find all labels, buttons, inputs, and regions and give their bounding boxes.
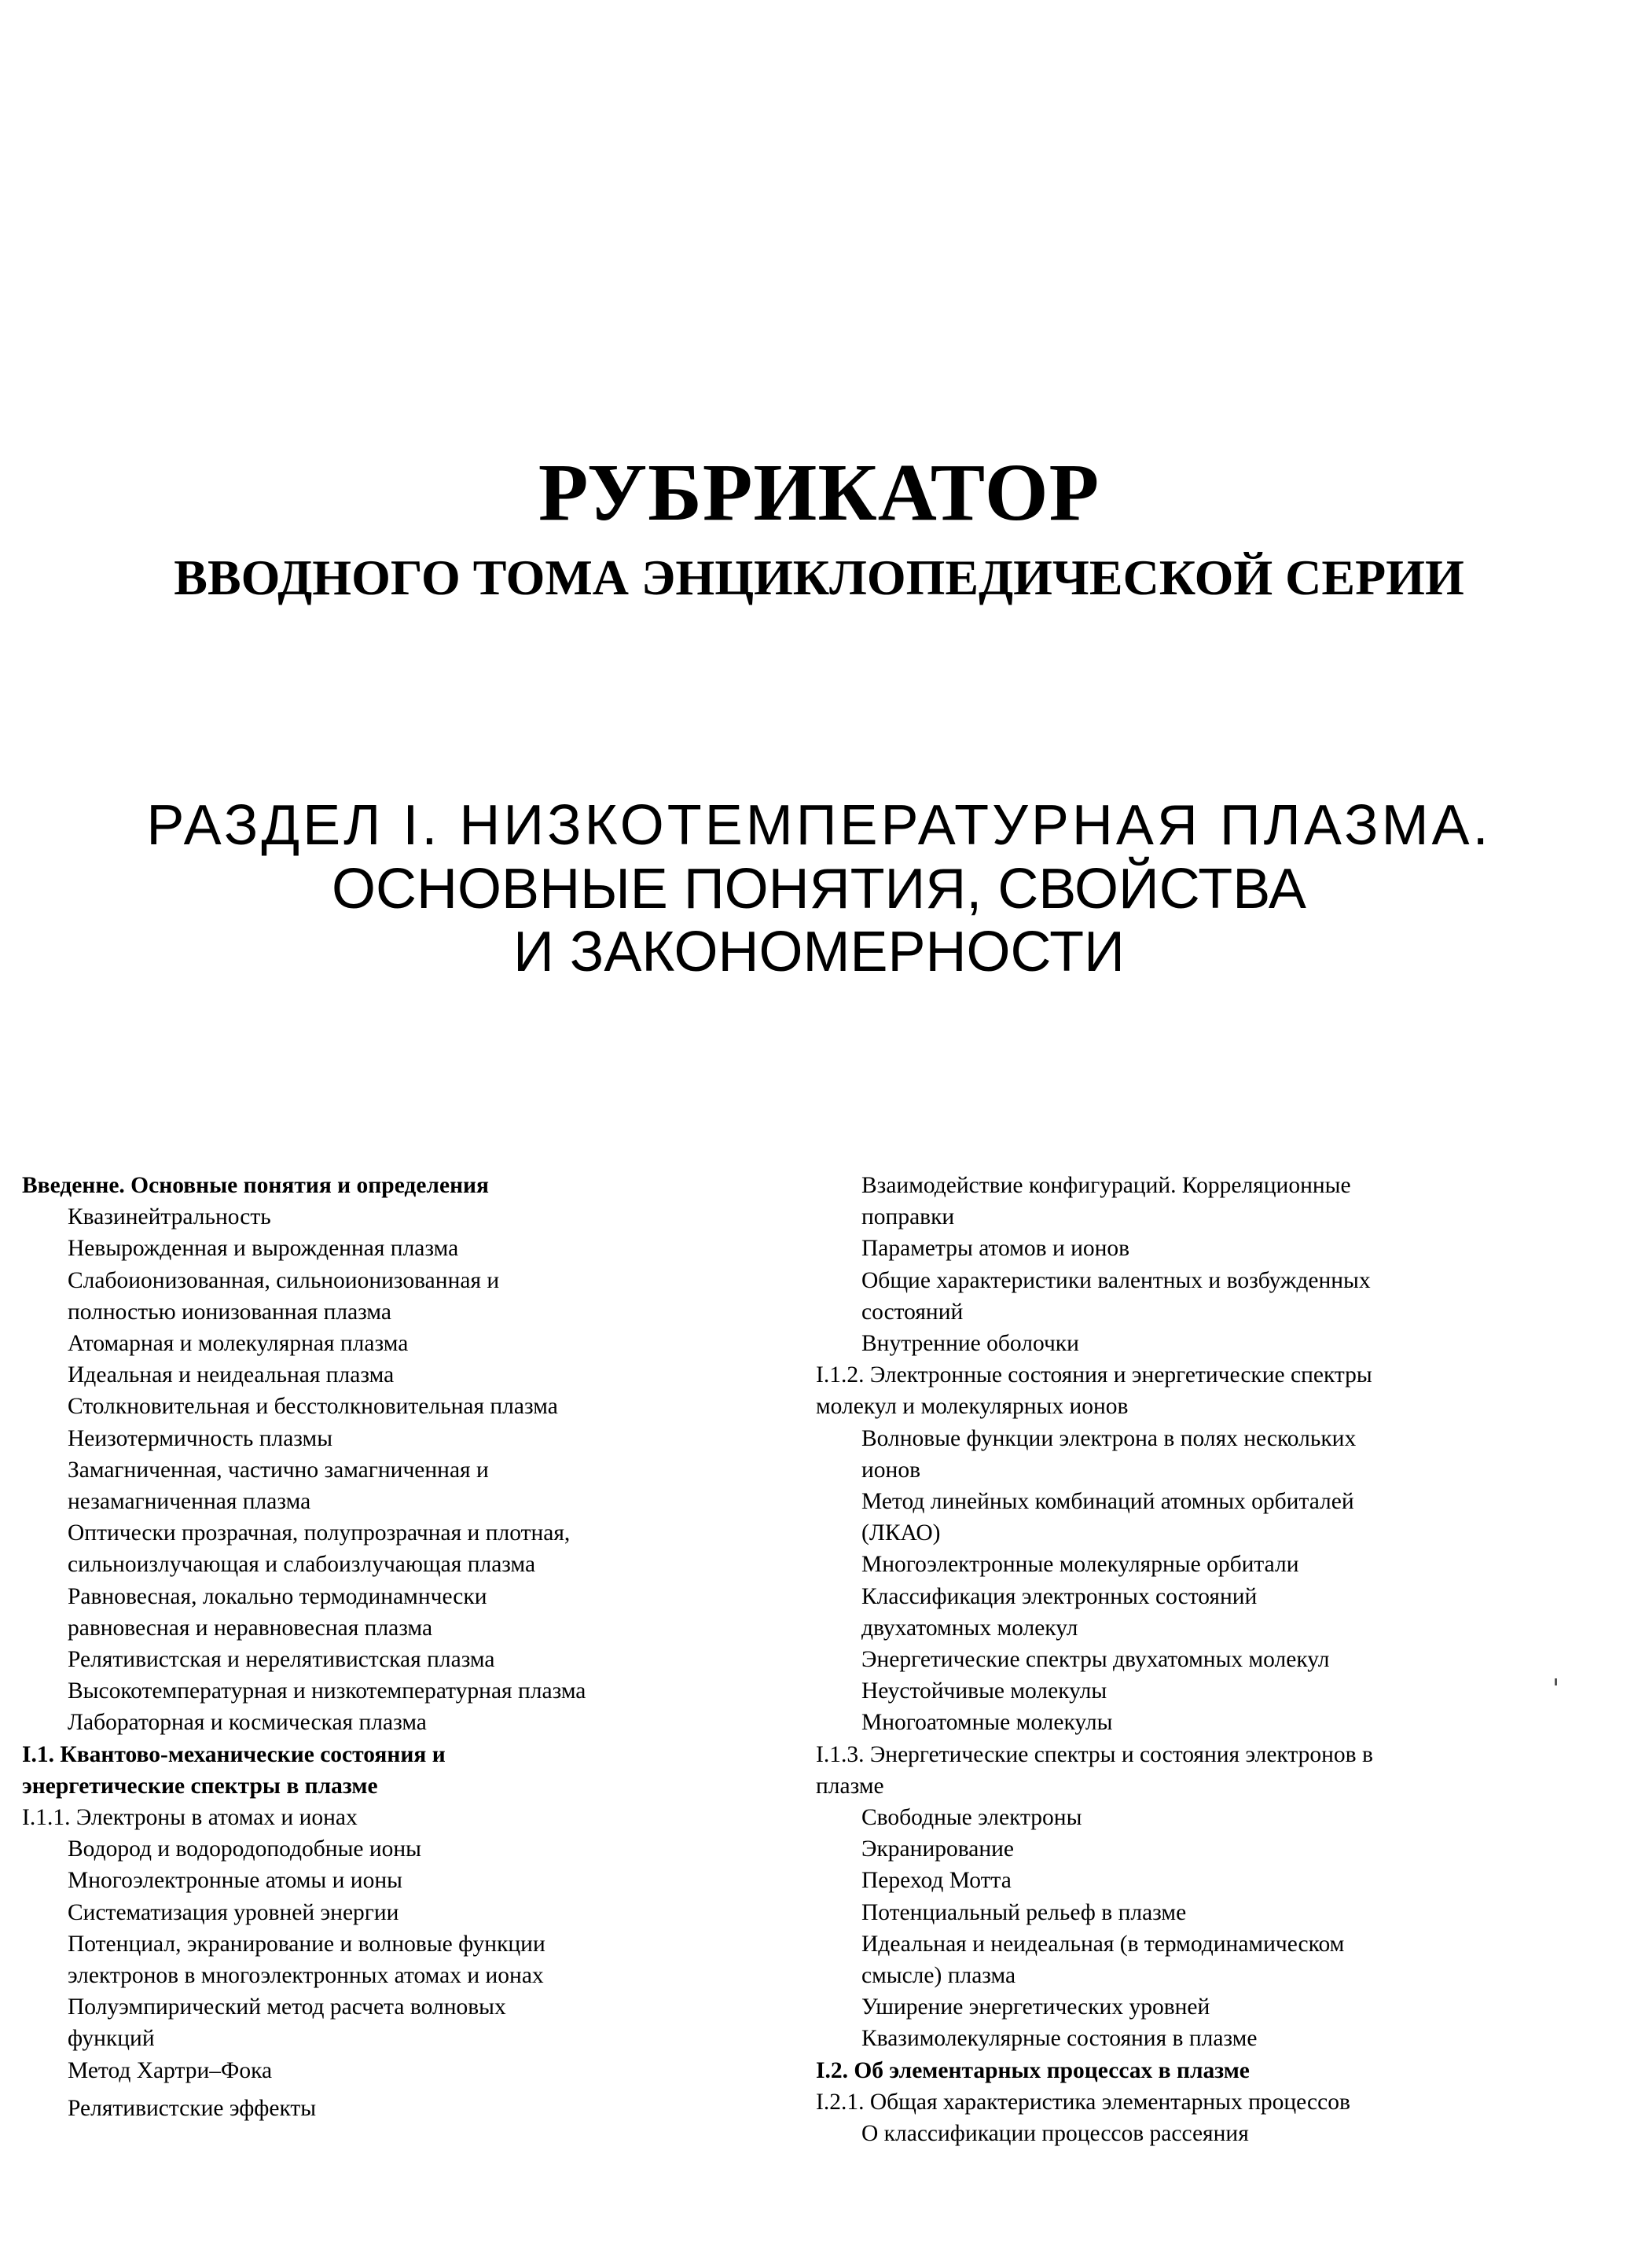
toc-entry[interactable]: Равновесная, локально термодинамнчески xyxy=(68,1583,487,1609)
toc-entry[interactable]: Неустойчивые молекулы xyxy=(861,1678,1107,1704)
toc-entry[interactable]: Оптически прозрачная, полупрозрачная и плотная, xyxy=(68,1520,571,1546)
toc-entry[interactable]: Неизотермичность плазмы xyxy=(68,1425,333,1451)
toc-entry[interactable]: Систематизация уровней энергии xyxy=(68,1899,399,1925)
toc-entry[interactable]: Многоэлектронные молекулярные орбитали xyxy=(861,1552,1299,1578)
toc-entry[interactable]: поправки xyxy=(861,1204,955,1230)
toc-entry[interactable]: Идеальная и неидеальная плазма xyxy=(68,1362,395,1388)
toc-entry[interactable]: Переход Мотта xyxy=(861,1868,1012,1894)
toc-entry[interactable]: незамагниченная плазма xyxy=(68,1489,311,1515)
toc-subsection[interactable]: I.1.2. Электронные состояния и энергетические спектры xyxy=(816,1362,1372,1388)
toc-entry[interactable]: Общие характеристики валентных и возбужденных xyxy=(861,1267,1371,1293)
toc-entry[interactable]: двухатомных молекул xyxy=(861,1615,1078,1641)
toc-chapter[interactable]: энергетические спектры в плазме xyxy=(22,1773,378,1799)
toc-entry[interactable]: Полуэмпирический метод расчета волновых xyxy=(68,1994,506,2020)
toc-entry[interactable]: Свободные электроны xyxy=(861,1805,1082,1831)
toc-entry[interactable]: Многоатомные молекулы xyxy=(861,1710,1113,1736)
toc-entry[interactable]: сильноизлучающая и слабоизлучающая плазма xyxy=(68,1552,536,1578)
toc-entry[interactable]: электронов в многоэлектронных атомах и ионах xyxy=(68,1963,544,1989)
toc-entry[interactable]: Потенциальный рельеф в плазме xyxy=(861,1899,1187,1925)
section-heading-line: РАЗДЕЛ I. НИЗКОТЕМПЕРАТУРНАЯ ПЛАЗМА. xyxy=(146,794,1492,857)
toc-entry[interactable]: О классификации процессов рассеяния xyxy=(861,2121,1249,2147)
toc-entry[interactable]: Волновые функции электрона в полях нескольких xyxy=(861,1425,1357,1451)
toc-entry[interactable]: Столкновительная и бесстолкновительная плазма xyxy=(68,1394,558,1420)
toc-right-column xyxy=(816,1170,1618,2149)
toc-entry[interactable]: Экранирование xyxy=(861,1836,1015,1862)
toc-entry[interactable]: смысле) плазма xyxy=(861,1963,1016,1989)
toc-entry[interactable]: (ЛКАО) xyxy=(861,1520,941,1546)
toc-entry[interactable]: Потенциал, экранирование и волновые функции xyxy=(68,1931,545,1957)
toc-entry[interactable]: Атомарная и молекулярная плазма xyxy=(68,1331,409,1357)
toc-entry[interactable]: ионов xyxy=(861,1457,921,1483)
toc-entry[interactable]: Высокотемпературная и низкотемпературная плазма xyxy=(68,1678,586,1704)
toc-entry[interactable]: Метод Хартри–Фока xyxy=(68,2057,273,2083)
toc-entry[interactable]: Многоэлектронные атомы и ионы xyxy=(68,1868,402,1894)
toc-entry[interactable]: Слабоионизованная, сильноионизованная и xyxy=(68,1267,500,1293)
toc-entry[interactable]: Метод линейных комбинаций атомных орбиталей xyxy=(861,1489,1354,1515)
toc-entry[interactable]: Лабораторная и космическая плазма xyxy=(68,1710,427,1736)
section-heading xyxy=(0,794,1638,984)
scan-speck xyxy=(1555,1678,1557,1685)
toc-entry[interactable]: Замагниченная, частично замагниченная и xyxy=(68,1457,489,1483)
rubricator-title: РУБРИКАТОР xyxy=(538,447,1100,538)
toc-entry[interactable]: функций xyxy=(68,2026,155,2052)
toc-entry[interactable]: Внутренние оболочки xyxy=(861,1331,1079,1357)
toc-entry[interactable]: состояний xyxy=(861,1299,964,1325)
toc-entry[interactable]: Водород и водородоподобные ионы xyxy=(68,1836,422,1862)
section-heading-line: ОСНОВНЫЕ ПОНЯТИЯ, СВОЙСТВА xyxy=(332,857,1306,921)
toc-subsection[interactable]: плазме xyxy=(816,1773,884,1799)
toc-subsection[interactable]: молекул и молекулярных ионов xyxy=(816,1394,1129,1420)
section-heading-line: И ЗАКОНОМЕРНОСТИ xyxy=(513,921,1125,984)
rubricator-subtitle: ВВОДНОГО ТОМА ЭНЦИКЛОПЕДИЧЕСКОЙ СЕРИИ xyxy=(174,550,1464,605)
toc-entry[interactable]: Невырожденная и вырожденная плазма xyxy=(68,1236,459,1262)
toc-subsection[interactable]: I.1.1. Электроны в атомах и ионах xyxy=(22,1805,358,1831)
toc-entry[interactable]: Уширение энергетических уровней xyxy=(861,1994,1210,2020)
toc-subsection[interactable]: I.1.3. Энергетические спектры и состояния электронов в xyxy=(816,1741,1373,1767)
toc-chapter[interactable]: I.2. Об элементарных процессах в плазме xyxy=(816,2057,1250,2083)
toc-chapter[interactable]: I.1. Квантово-механические состояния и xyxy=(22,1741,446,1767)
toc-entry[interactable]: Релятивистские эффекты xyxy=(68,2095,317,2121)
toc-left-column xyxy=(22,1170,808,2121)
toc-entry[interactable]: Энергетические спектры двухатомных молекул xyxy=(861,1647,1330,1673)
toc-entry[interactable]: Квазинейтральность xyxy=(68,1204,271,1230)
toc-entry[interactable]: Идеальная и неидеальная (в термодинамическом xyxy=(861,1931,1345,1957)
toc-entry[interactable]: Параметры атомов и ионов xyxy=(861,1236,1130,1262)
toc-entry[interactable]: Классификация электронных состояний xyxy=(861,1583,1258,1609)
toc-subsection[interactable]: I.2.1. Общая характеристика элементарных процессов xyxy=(816,2089,1350,2115)
toc-entry[interactable]: Взаимодействие конфигураций. Корреляционные xyxy=(861,1173,1351,1198)
toc-entry[interactable]: полностью ионизованная плазма xyxy=(68,1299,391,1325)
toc-entry[interactable]: Релятивистская и нерелятивистская плазма xyxy=(68,1647,495,1673)
toc-chapter[interactable]: Введенне. Основные понятия и определения xyxy=(22,1173,490,1198)
toc-entry[interactable]: Квазимолекулярные состояния в плазме xyxy=(861,2026,1258,2052)
toc-entry[interactable]: равновесная и неравновесная плазма xyxy=(68,1615,433,1641)
